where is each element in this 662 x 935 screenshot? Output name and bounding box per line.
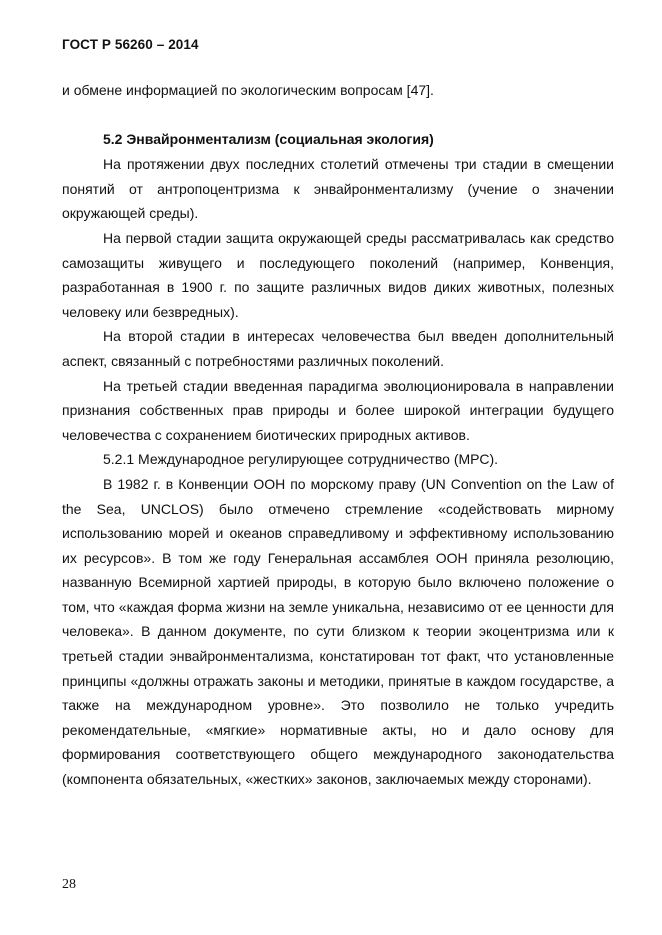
section-heading: 5.2 Энвайронментализм (социальная экология) (103, 130, 434, 147)
paragraph: В 1982 г. в Конвенции ООН по морскому праву (UN Convention on the Law of the Sea, UNCLOS) было отмечено стремление «содействовать мирному использованию морей и океанов справедливому и эффективному использованию их ресурсов». В том же году Генеральная ассамблея ООН приняла резолюцию, названную Всемирной хартией природы, в которую было включено положение о том, что «каждая форма жизни на земле уникальна, независимо от ее ценности для человека». В данном документе, по сути близком к теории экоцентризма или к третьей стадии энвайронментализма, констатирован тот факт, что установленные принципы «должны отражать законы и методики, принятые в каждом государстве, а также на международном уровне». Это позволило не только учредить рекомендательные, «мягкие» нормативные акты, но и дало основу для формирования соответствующего общего международного законодательства (компонента обязательных, «жестких» законов, заключаемых между сторонами). (62, 475, 614, 788)
subsection-heading: 5.2.1 Международное регулирующее сотрудничество (МРС). (103, 451, 499, 468)
continuation-paragraph: и обмене информацией по экологическим вопросам [47]. (62, 82, 434, 98)
body-text (62, 78, 614, 792)
paragraph: На второй стадии в интересах человечества был введен дополнительный аспект, связанный с потребностями различных поколений. (62, 328, 614, 369)
paragraph: На третьей стадии введенная парадигма эволюционировала в направлении признания собственных прав природы и более широкой интеграции будущего человечества с сохранением биотических природных активов. (62, 377, 614, 443)
paragraph: На первой стадии защита окружающей среды рассматривалась как средство самозащиты живущего и последующего поколений (например, Конвенция, разработанная в 1900 г. по защите различных видов диких животных, полезных человеку или безвредных). (62, 229, 614, 320)
page-number: 28 (62, 877, 76, 892)
paragraph: На протяжении двух последних столетий отмечены три стадии в смещении понятий от антропоцентризма к энвайронментализму (учение о значении окружающей среды). (62, 156, 614, 222)
standard-header: ГОСТ Р 56260 – 2014 (62, 37, 199, 52)
